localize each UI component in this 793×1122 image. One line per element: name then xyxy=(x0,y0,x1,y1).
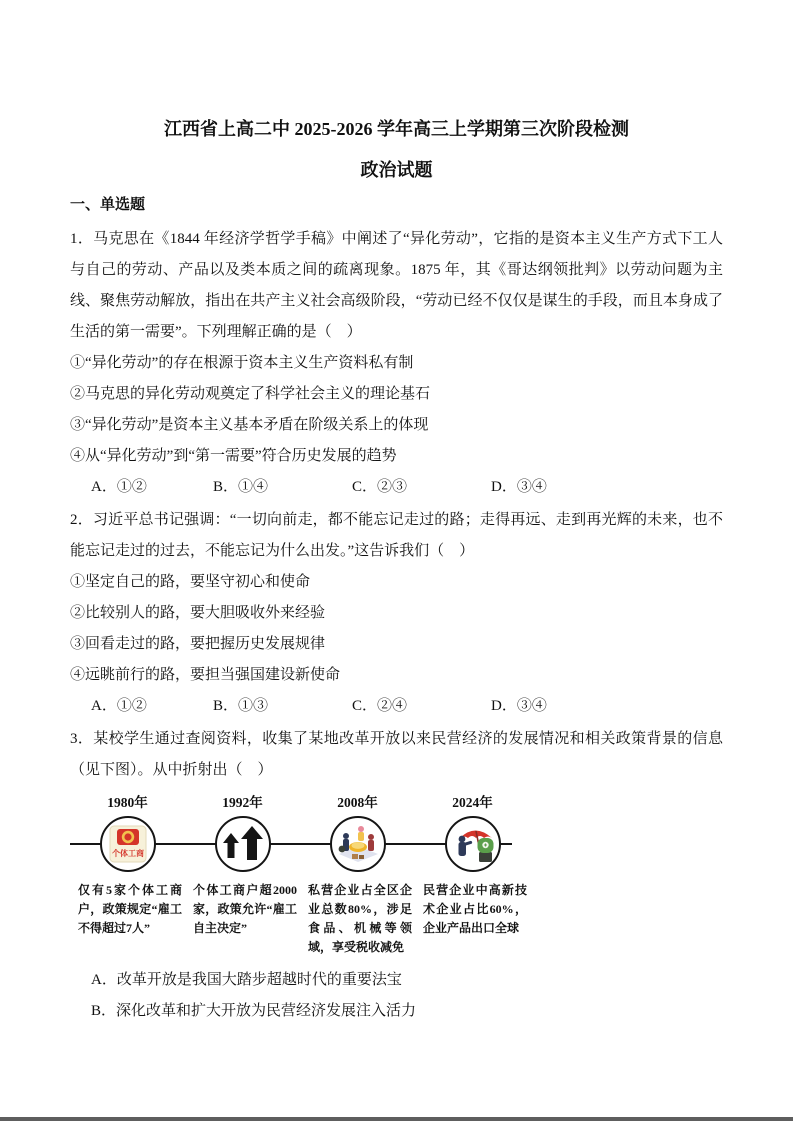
timeline-year-2008: 2008年 xyxy=(337,795,378,810)
question-1-statement-2: ②马克思的异化劳动观奠定了科学社会主义的理论基石 xyxy=(70,386,431,402)
question-1-stem: 1．马克思在《1844 年经济学哲学手稿》中阐述了“异化劳动”，它指的是资本主义生产方式下工人与自己的劳动、产品以及类本质之间的疏离现象。1875 年，其《哥达纲领批判》以劳动问题为主线、聚焦劳动解放，指出在共产主义社会高级阶段，“劳动已经不仅仅是谋生的手段，而且本身成了生活的第一需要”。下列理解正确的是（ ） xyxy=(70,231,723,340)
question-2-statement-1: ①坚定自己的路，要坚守初心和使命 xyxy=(70,574,311,590)
badge-text: 个体工商 xyxy=(111,849,144,858)
question-1-option-b: B．①④ xyxy=(213,479,269,495)
question-2-option-d: D．③④ xyxy=(491,698,547,714)
timeline-figure xyxy=(70,794,530,957)
question-1-option-c: C．②③ xyxy=(352,479,408,495)
question-1-statement-1: ①“异化劳动”的存在根源于资本主义生产资料私有制 xyxy=(70,355,414,371)
question-1-options xyxy=(70,472,723,503)
question-2-stem: 2．习近平总书记强调：“一切向前走，都不能忘记走过的路；走得再远、走到再光辉的未来，也不能忘记走过的过去，不能忘记为什么出发。”这告诉我们（ ） xyxy=(70,512,723,559)
page-subtitle: 政治试题 xyxy=(360,160,433,180)
question-1-statement-3: ③“异化劳动”是资本主义基本矛盾在阶级关系上的体现 xyxy=(70,417,429,433)
growth-arrows-icon xyxy=(221,824,265,864)
question-2-option-c: C．②④ xyxy=(352,698,408,714)
question-2-option-b: B．①③ xyxy=(213,698,269,714)
question-1-statement-4: ④从“异化劳动”到“第一需要”符合历史发展的趋势 xyxy=(70,448,397,464)
question-2-option-a: A．①② xyxy=(91,698,147,714)
umbrella-protection-icon xyxy=(450,821,496,867)
question-2-statement-4: ④远眺前行的路，要担当强国建设新使命 xyxy=(70,667,341,683)
question-2-statement-3: ③回看走过的路，要把握历史发展规律 xyxy=(70,636,326,652)
timeline-caption-1992: 个体工商户超2000家，政策允许“雇工自主决定” xyxy=(193,883,297,935)
question-3 xyxy=(70,724,723,1027)
page-title: 江西省上高二中 2025-2026 学年高三上学期第三次阶段检测 xyxy=(164,119,629,139)
timeline-track xyxy=(70,814,530,876)
timeline-captions xyxy=(70,881,530,957)
timeline-caption-2008: 私营企业占全区企业总数80%，涉足食品、机械等领域，享受税收减免 xyxy=(308,883,412,954)
question-2 xyxy=(70,505,723,722)
question-3-stem: 3．某校学生通过查阅资料，收集了某地改革开放以来民营经济的发展情况和相关政策背景的信息（见下图）。从中折射出（ ） xyxy=(70,731,723,778)
timeline-year-1980: 1980年 xyxy=(107,795,148,810)
question-1-option-d: D．③④ xyxy=(491,479,547,495)
timeline-caption-1980: 仅有5家个体工商户，政策规定“雇工不得超过7人” xyxy=(78,883,182,935)
timeline-year-1992: 1992年 xyxy=(222,795,263,810)
private-enterprise-scene-icon xyxy=(334,821,382,867)
question-1 xyxy=(70,224,723,503)
question-2-options xyxy=(70,691,723,722)
timeline-caption-2024: 民营企业中高新技术企业占比60%，企业产品出口全球 xyxy=(423,883,527,935)
question-1-option-a: A．①② xyxy=(91,479,147,495)
individual-business-badge-icon xyxy=(108,823,148,865)
timeline-node-2024 xyxy=(445,816,501,872)
timeline-node-1992 xyxy=(215,816,271,872)
question-3-option-b: B．深化改革和扩大开放为民营经济发展注入活力 xyxy=(91,1003,417,1019)
timeline-year-2024: 2024年 xyxy=(452,795,493,810)
question-2-statement-2: ②比较别人的路，要大胆吸收外来经验 xyxy=(70,605,326,621)
timeline-node-1980 xyxy=(100,816,156,872)
page-bottom-edge xyxy=(0,1117,793,1121)
timeline-years xyxy=(70,794,530,812)
question-3-option-a: A．改革开放是我国大踏步超越时代的重要法宝 xyxy=(91,972,402,988)
exam-page xyxy=(70,0,723,1027)
timeline-node-2008 xyxy=(330,816,386,872)
section-heading: 一、单选题 xyxy=(70,196,146,213)
